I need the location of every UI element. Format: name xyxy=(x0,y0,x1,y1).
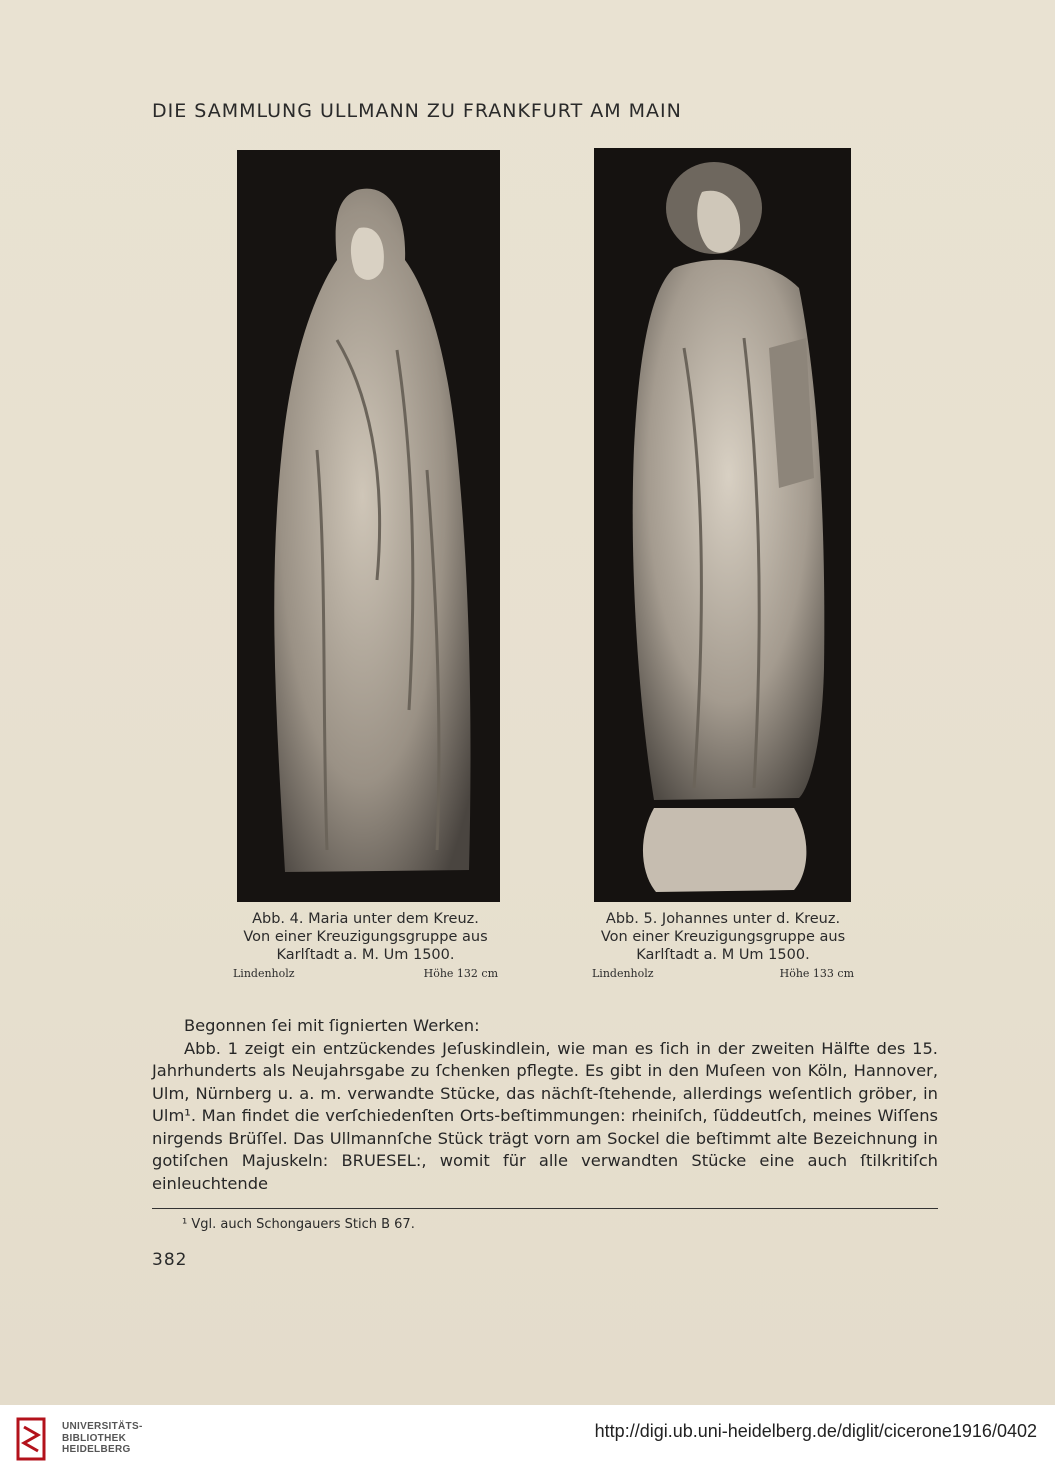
caption-origin: Von einer Kreuzigungsgruppe aus xyxy=(243,929,488,945)
paragraph-intro: Begonnen ſei mit ſignierten Werken: xyxy=(184,1016,480,1035)
library-name-line-2: BIBLIOTHEK xyxy=(62,1432,127,1444)
caption-date: Karlſtadt a. M. Um 1500. xyxy=(276,947,455,963)
university-library-logo-icon[interactable] xyxy=(16,1415,56,1465)
page-number: 382 xyxy=(152,1250,188,1270)
footnote: ¹ Vgl. auch Schongauers Stich B 67. xyxy=(182,1217,415,1232)
caption-date: Karlſtadt a. M Um 1500. xyxy=(636,947,810,963)
figure-5-photo[interactable] xyxy=(594,148,851,902)
library-name xyxy=(62,1421,143,1456)
figure-4-photo[interactable] xyxy=(237,150,500,902)
johannes-statue-image xyxy=(594,148,851,902)
caption-material: Lindenholz xyxy=(233,967,295,980)
figure-4-caption xyxy=(233,910,498,983)
caption-title: Abb. 5. Johannes unter d. Kreuz. xyxy=(605,911,841,927)
maria-statue-image xyxy=(237,150,500,902)
figure-5-caption xyxy=(592,910,854,983)
body-text xyxy=(152,1015,938,1195)
library-footer xyxy=(0,1405,1055,1481)
library-name-line-3: HEIDELBERG xyxy=(62,1444,131,1455)
paragraph-main: Abb. 1 zeigt ein entzückendes Jeſuskindlein, wie man es ſich in der zweiten Hälfte des 15. Jahrhunderts als Neujahrsgabe zu ſchenken pflegte. Es gibt in den Muſeen von Köln, Hannover, Ulm, Nürnberg u. a. m. verwandte Stücke, das nächſt-ſtehende, allerdings weſentlich gröber, in Ulm¹. Man findet die verſchiedenſten Orts-beſtimmungen: rheiniſch, ſüddeutſch, meines Wiſſens nirgends Brüſſel. Das Ullmannſche Stück trägt vorn am Sockel die beſtimmt alte Bezeichnung in gotiſchen Majuskeln: BRUESEL:, womit für alle verwandten Stücke eine auch ſtilkritiſch einleuchtende xyxy=(152,1038,938,1193)
source-url-link[interactable]: http://digi.ub.uni-heidelberg.de/diglit/cicerone1916/0402 xyxy=(594,1421,1037,1441)
caption-height: Höhe 133 cm xyxy=(779,967,854,980)
caption-height: Höhe 132 cm xyxy=(423,967,498,980)
footnote-divider xyxy=(152,1208,938,1209)
caption-origin: Von einer Kreuzigungsgruppe aus xyxy=(600,929,846,945)
caption-material: Lindenholz xyxy=(592,967,654,980)
library-name-line-1: UNIVERSITÄTS- xyxy=(62,1421,143,1432)
caption-title: Abb. 4. Maria unter dem Kreuz. xyxy=(252,911,479,927)
running-title: DIE SAMMLUNG ULLMANN ZU FRANKFURT AM MAIN xyxy=(152,100,682,122)
